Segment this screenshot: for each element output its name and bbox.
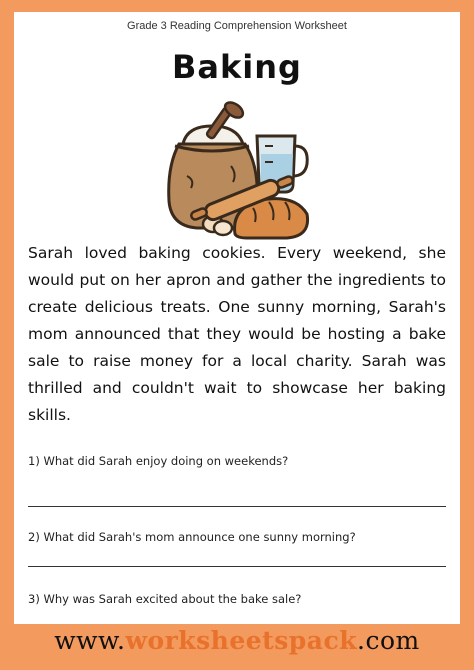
baking-illustration (157, 96, 317, 246)
worksheet-page (14, 12, 460, 624)
footer-prefix: www. (54, 626, 126, 655)
question-3: 3) Why was Sarah excited about the bake sale? (28, 592, 302, 606)
question-1: 1) What did Sarah enjoy doing on weekends? (28, 454, 289, 468)
answer-line-2[interactable] (28, 566, 446, 567)
footer-suffix: .com (357, 626, 420, 655)
worksheet-title: Baking (172, 48, 302, 86)
question-2: 2) What did Sarah's mom announce one sunny morning? (28, 530, 356, 544)
story-paragraph: Sarah loved baking cookies. Every weekend, she would put on her apron and gather the ingredients to create delicious treats. One sunny morning, Sarah's mom announced that they would be hosting a bake sale to raise money for a local charity. Sarah was thrilled and couldn't wait to showcase her baking skills. (28, 244, 446, 424)
footer-brand: worksheetspack (125, 626, 358, 655)
answer-line-1[interactable] (28, 506, 446, 507)
worksheet-subtitle: Grade 3 Reading Comprehension Worksheet (127, 20, 347, 32)
footer-website[interactable] (0, 626, 474, 655)
